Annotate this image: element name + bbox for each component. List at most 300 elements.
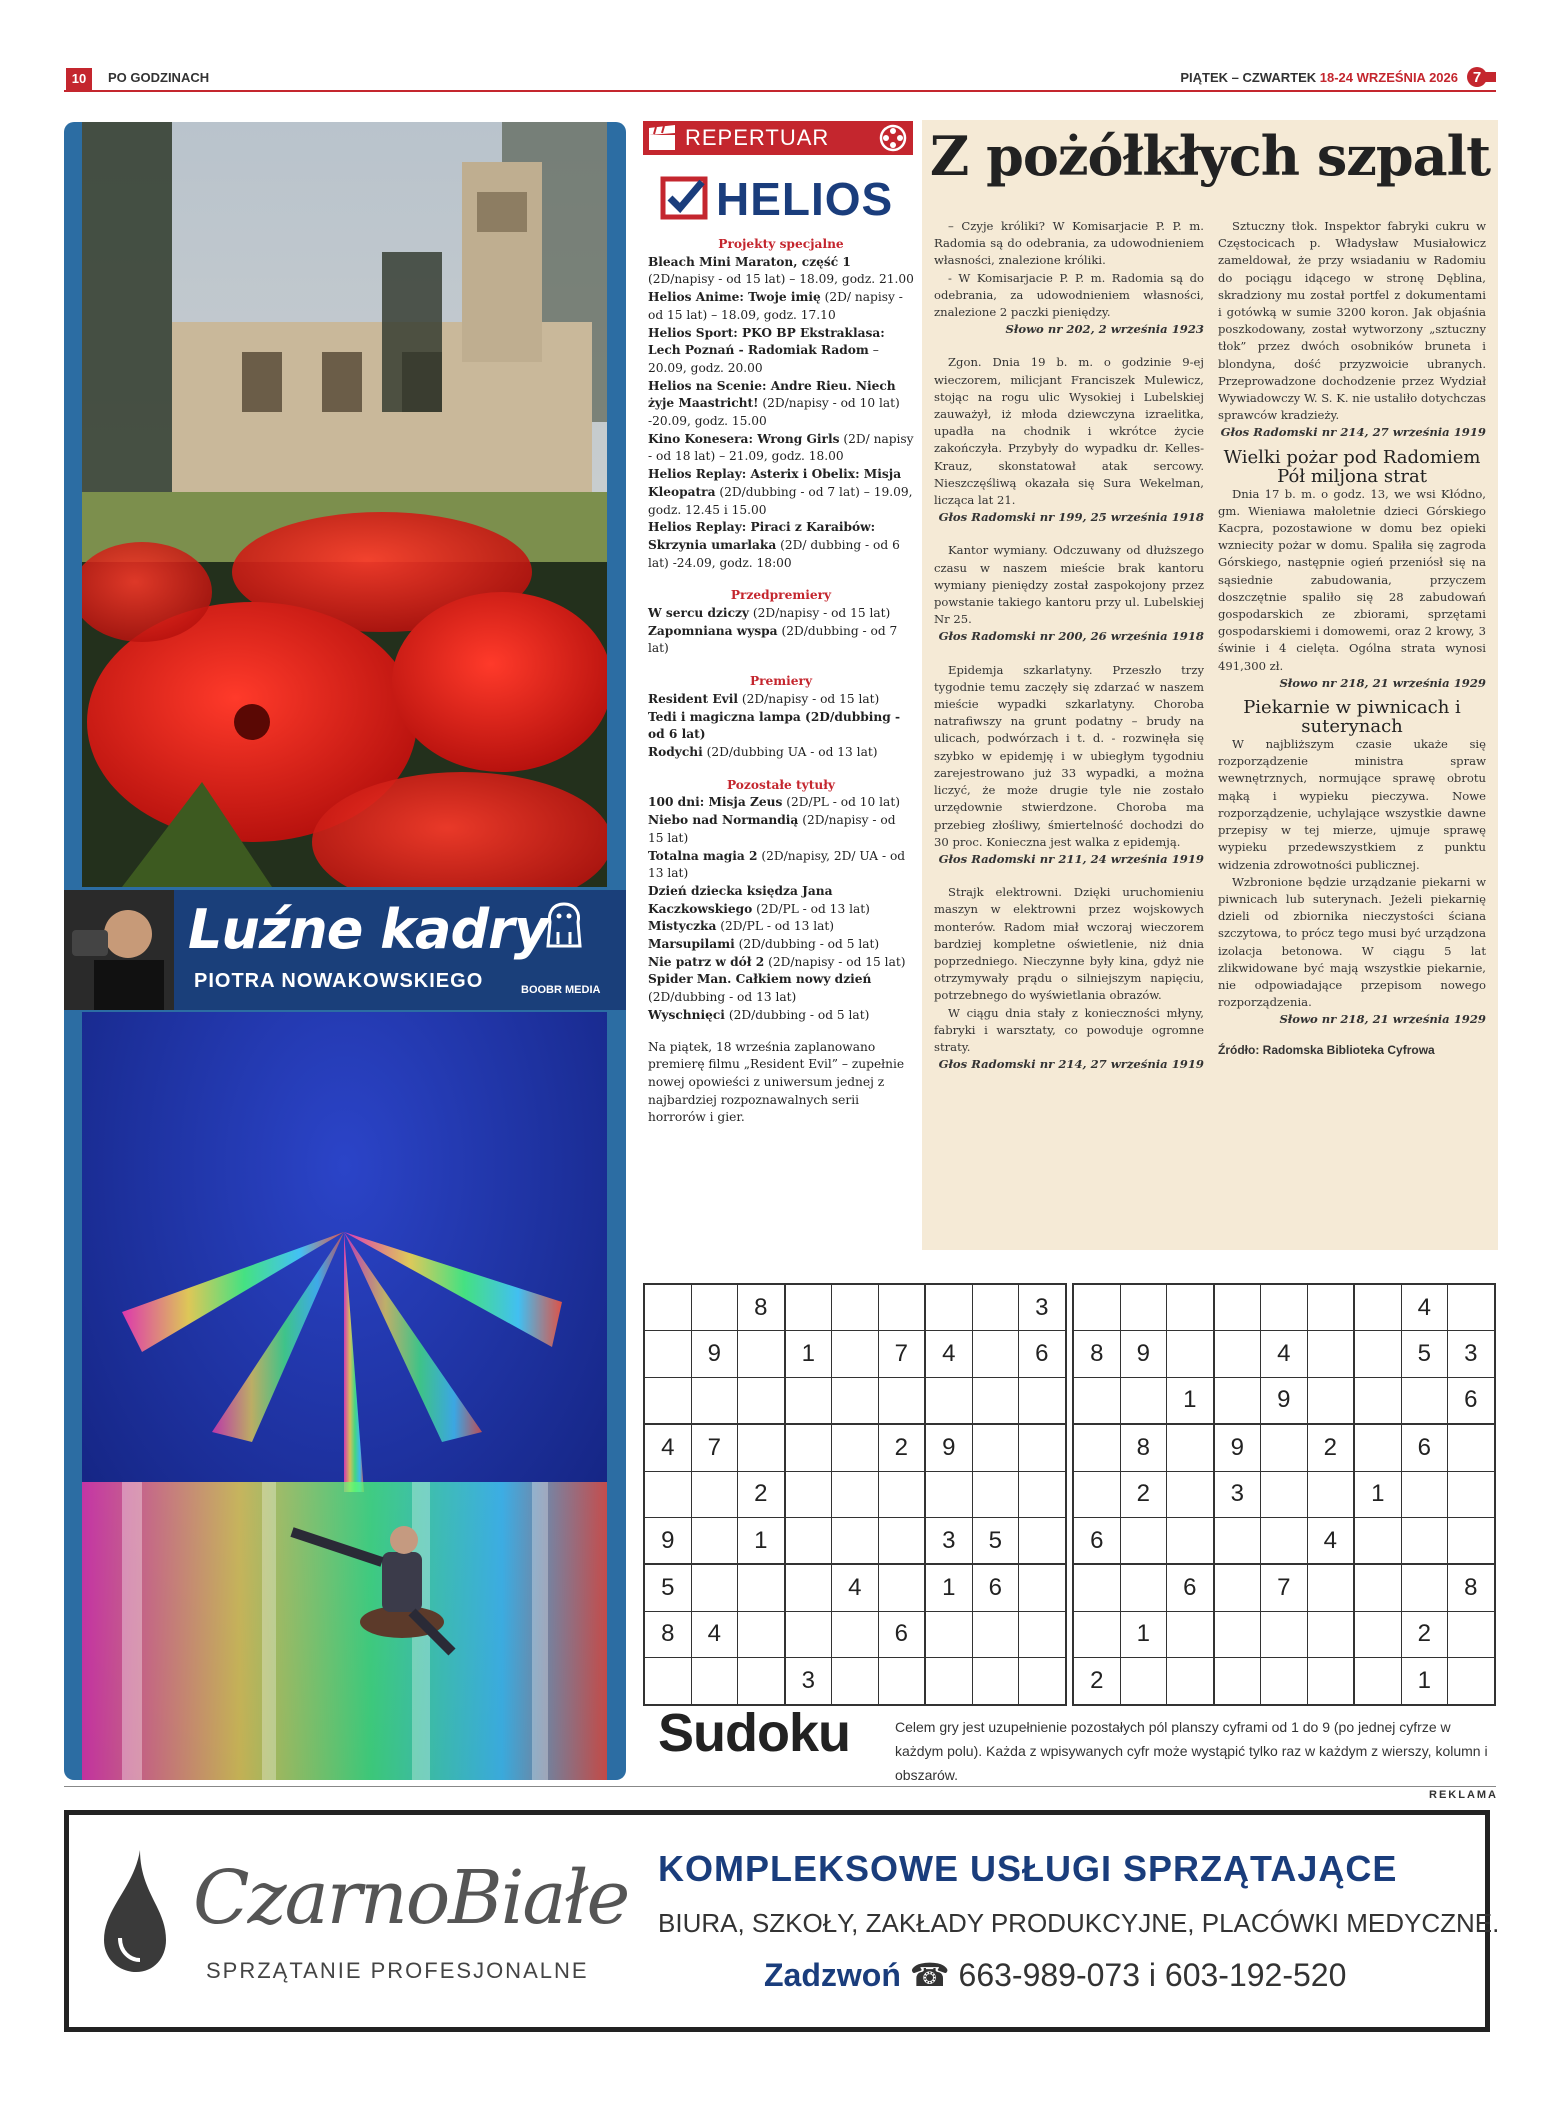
sudoku-cell[interactable] xyxy=(925,1611,972,1657)
sudoku-cell[interactable] xyxy=(1261,1471,1308,1517)
sudoku-cell[interactable]: 9 xyxy=(1120,1331,1167,1377)
sudoku-cell[interactable] xyxy=(785,1564,832,1611)
archive-text: Przeszło trzy tygodnie temu zaczęły się zdarzać w naszem mieście wypadki szkarlatyny. Choroba natrafiwszy na grunt podatny – brudy na ulicach, podwórzach i t. d. - rozwinęła się szybko w epidemję i w ubiegłym tygodniu zarejestrowano już 33 wypadki, a można liczyć, że może drugie tyle nie zostało urzędownie stwierdzone. Choroba ma przebieg złośliwy, śmiertelność dochodzi do 30 proc. Konieczna jest walka z epidemją. xyxy=(934,662,1205,849)
sudoku-cell[interactable] xyxy=(644,1377,691,1424)
banner-subtitle: PIOTRA NOWAKOWSKIEGO xyxy=(194,970,484,992)
repertuar-item xyxy=(648,605,914,623)
archive-text: Odczuwany od dłuższego czasu w naszem mieście brak kantoru wymiany pieniędzy został zaspokojony przez powstanie takiego kantoru przy ul. Lubelskiej Nr 25. xyxy=(934,543,1205,627)
sudoku-cell[interactable] xyxy=(1214,1658,1261,1705)
film-info: (2D/dubbing - od 7 lat) xyxy=(648,623,898,656)
sudoku-cell[interactable]: 6 xyxy=(972,1564,1019,1611)
sudoku-cell[interactable]: 5 xyxy=(972,1517,1019,1564)
sudoku-cell[interactable] xyxy=(644,1658,691,1705)
sudoku-cell[interactable]: 4 xyxy=(1261,1331,1308,1377)
sudoku-cell[interactable] xyxy=(1354,1517,1401,1564)
sudoku-cell[interactable] xyxy=(832,1377,879,1424)
archive-source: Głos Radomski nr 200, 26 września 1918 xyxy=(938,629,1204,644)
film-info: (2D/napisy - od 15 lat) xyxy=(738,691,880,706)
sudoku-cell[interactable] xyxy=(1354,1424,1401,1471)
repertuar-item xyxy=(648,378,914,431)
repertuar-item xyxy=(648,466,914,519)
photo-carousel xyxy=(82,1012,607,1780)
sudoku-cell[interactable] xyxy=(785,1284,832,1331)
sudoku-cell[interactable]: 2 xyxy=(1401,1611,1448,1657)
sudoku-cell[interactable]: 6 xyxy=(1073,1517,1120,1564)
ad-phones: 663-989-073 i 603-192-520 xyxy=(958,1957,1347,1993)
film-info: (2D/dubbing - od 7 lat) – 19.09, godz. 12.45 i 15.00 xyxy=(648,484,913,517)
sudoku-cell[interactable] xyxy=(785,1471,832,1517)
sudoku-cell[interactable]: 2 xyxy=(878,1424,925,1471)
sudoku-cell[interactable] xyxy=(691,1517,738,1564)
sudoku-cell[interactable] xyxy=(1073,1377,1120,1424)
repertuar-item xyxy=(648,918,914,936)
sudoku-row xyxy=(644,1331,1066,1377)
sudoku-cell[interactable] xyxy=(1167,1424,1214,1471)
sudoku-cell[interactable]: 7 xyxy=(1261,1564,1308,1611)
sudoku-cell[interactable] xyxy=(691,1658,738,1705)
sudoku-cell[interactable]: 4 xyxy=(691,1611,738,1657)
sudoku-cell[interactable] xyxy=(1214,1284,1261,1331)
archive-headline: Piekarnie w piwnicach i suterynach xyxy=(1243,697,1461,738)
sudoku-row xyxy=(1073,1564,1495,1611)
sudoku-cell[interactable]: 8 xyxy=(644,1611,691,1657)
archive-headline: Wielki pożar pod Radomiem Pół miljona strat xyxy=(1223,446,1481,487)
sudoku-grid-1 xyxy=(643,1283,1067,1706)
film-info: (2D/napisy - od 15 lat) xyxy=(648,813,896,845)
sudoku-cell[interactable]: 3 xyxy=(1214,1471,1261,1517)
repertuar-item xyxy=(648,794,914,812)
sudoku-row xyxy=(1073,1471,1495,1517)
film-info: (2D/dubbing - od 13 lat) xyxy=(648,990,797,1005)
sudoku-cell[interactable] xyxy=(1167,1611,1214,1657)
sudoku-cell[interactable] xyxy=(1019,1471,1066,1517)
sudoku-cell[interactable] xyxy=(1261,1658,1308,1705)
sudoku-cell[interactable] xyxy=(878,1658,925,1705)
sudoku-cell[interactable] xyxy=(832,1331,879,1377)
sudoku-grid-2 xyxy=(1072,1283,1496,1706)
sudoku-cell[interactable]: 2 xyxy=(1073,1658,1120,1705)
repertuar-label: REPERTUAR xyxy=(685,125,830,150)
spacer xyxy=(934,338,1204,354)
sudoku-cell[interactable] xyxy=(1167,1658,1214,1705)
sudoku-cell[interactable] xyxy=(1354,1331,1401,1377)
repertuar-list xyxy=(648,236,914,1127)
ad-rule xyxy=(64,1786,1496,1787)
archive-lead: Strajk elektrowni. xyxy=(948,885,1062,900)
sudoku-cell[interactable] xyxy=(972,1284,1019,1331)
helios-wordmark: HELIOS xyxy=(716,173,894,225)
sudoku-cell[interactable] xyxy=(738,1658,785,1705)
sudoku-cell[interactable]: 9 xyxy=(925,1424,972,1471)
archive-source: Głos Radomski nr 214, 27 września 1919 xyxy=(938,1057,1204,1072)
sudoku-cell[interactable] xyxy=(1401,1471,1448,1517)
sudoku-cell[interactable] xyxy=(1401,1377,1448,1424)
sudoku-cell[interactable] xyxy=(1019,1564,1066,1611)
luzne-kadry-banner xyxy=(64,890,626,1010)
sudoku-cell[interactable] xyxy=(972,1611,1019,1657)
sudoku-cell[interactable] xyxy=(1214,1517,1261,1564)
film-title: Nie patrz w dół 2 xyxy=(648,954,765,969)
sudoku-cell[interactable]: 6 xyxy=(1167,1564,1214,1611)
ink-drop-logo-icon xyxy=(100,1848,170,1974)
sudoku-cell[interactable]: 1 xyxy=(925,1564,972,1611)
sudoku-cell[interactable] xyxy=(878,1517,925,1564)
sudoku-cell[interactable]: 4 xyxy=(925,1331,972,1377)
sudoku-row xyxy=(1073,1331,1495,1377)
film-info: (2D/dubbing - od 5 lat) xyxy=(734,937,880,952)
archive-text: Dzięki uruchomieniu maszyn w elektrowni przez wojskowych monterów. Radom miał wczoraj wieczorem bardziej kompletne oświetlenie, niż dnia poprzedniego. Nieczynne były kina, gdyż nie otrzymywały prądu o silniejszym napięciu, potrzebnego do wyświetlania obrazów. xyxy=(934,885,1204,1003)
film-title: Marsupilami xyxy=(648,937,735,952)
sudoku-cell[interactable] xyxy=(1214,1564,1261,1611)
clapperboard-icon xyxy=(647,125,677,151)
sudoku-cell[interactable] xyxy=(832,1284,879,1331)
sudoku-cell[interactable] xyxy=(1354,1611,1401,1657)
film-info: (2D/PL - od 10 lat) xyxy=(782,795,900,810)
sudoku-cell[interactable] xyxy=(785,1424,832,1471)
sudoku-row xyxy=(644,1377,1066,1424)
archive-source: Słowo nr 202, 2 września 1923 xyxy=(1005,322,1204,337)
film-title: Bleach Mini Maraton, część 1 xyxy=(648,254,851,269)
film-info: (2D/napisy - od 15 lat) xyxy=(749,606,891,621)
sudoku-cell[interactable]: 2 xyxy=(738,1471,785,1517)
ad-headline: KOMPLEKSOWE USŁUGI SPRZĄTAJĄCE xyxy=(658,1848,1398,1889)
archive-title: Z pożółkłych szpalt xyxy=(929,124,1491,188)
sudoku-cell[interactable] xyxy=(1167,1331,1214,1377)
film-info: (2D/ napisy - od 15 lat) – 18.09, godz. 17.10 xyxy=(648,290,903,322)
sudoku-cell[interactable]: 6 xyxy=(1448,1377,1495,1424)
archive-paragraph xyxy=(934,884,1204,1004)
archive-lead: Kantor wymiany. xyxy=(948,543,1048,558)
banner-brand: BOOBR MEDIA xyxy=(521,984,601,996)
sudoku-cell[interactable]: 4 xyxy=(644,1424,691,1471)
sudoku-cell[interactable]: 5 xyxy=(1401,1331,1448,1377)
repertuar-item xyxy=(648,1007,914,1025)
sudoku-cell[interactable] xyxy=(1448,1658,1495,1705)
sudoku-cell[interactable]: 4 xyxy=(1401,1284,1448,1331)
archive-text: W najbliższym czasie ukaże się rozporządzenie ministra spraw wewnętrznych, normujące sprawę obrotu mąką i wypieku pieczywa. Nowe rozporządzenie, uchylające wszystkie dawne przepisy w tej mierze, ujmuje sprawę wypieku przedewszystkiem z punktu widzenia zdrowotności publicznej. xyxy=(1218,737,1486,872)
sudoku-cell[interactable] xyxy=(1019,1377,1066,1424)
sudoku-cell[interactable] xyxy=(972,1658,1019,1705)
dateline xyxy=(1180,70,1458,85)
sudoku-cell[interactable] xyxy=(1401,1517,1448,1564)
sudoku-cell[interactable] xyxy=(1307,1331,1354,1377)
film-title: Helios na Scenie: Andre Rieu. Niech żyje Maastricht! xyxy=(648,378,896,411)
sudoku-cell[interactable]: 1 xyxy=(785,1331,832,1377)
archive-text: Wzbronione będzie urządzanie piekarni w piwnicach lub suterynach. Jeżeli piekarnię dzieli od zbiornika nieczystości ściana szczytowa, to prócz tego musi być urządzona izolacja betonowa. W ciągu 5 lat zlikwidowane być mają wszystkie piekarnie, nie odpowiadające przepisom nowego rozporządzenia. xyxy=(1218,874,1486,1010)
sudoku-cell[interactable]: 3 xyxy=(1019,1284,1066,1331)
sudoku-cell[interactable] xyxy=(1214,1611,1261,1657)
archive-source-credit: Źródło: Radomska Biblioteka Cyfrowa xyxy=(1218,1042,1435,1057)
sudoku-cell[interactable] xyxy=(1448,1517,1495,1564)
repertuar-header xyxy=(643,121,913,155)
sudoku-cell[interactable] xyxy=(1073,1564,1120,1611)
sudoku-cell[interactable]: 8 xyxy=(1073,1331,1120,1377)
sudoku-title: Sudoku xyxy=(658,1703,850,1763)
sudoku-row xyxy=(644,1564,1066,1611)
repertuar-section-title: Premiery xyxy=(749,674,813,689)
sudoku-cell[interactable]: 4 xyxy=(1307,1517,1354,1564)
sudoku-cell[interactable]: 6 xyxy=(1401,1424,1448,1471)
sudoku-cell[interactable] xyxy=(925,1284,972,1331)
helios-logo xyxy=(660,172,900,225)
sudoku-cell[interactable]: 1 xyxy=(1120,1611,1167,1657)
archive-paragraph xyxy=(934,354,1204,509)
sudoku-cell[interactable] xyxy=(832,1471,879,1517)
repertuar-section-title: Przedpremiery xyxy=(730,588,832,603)
sudoku-cell[interactable] xyxy=(644,1471,691,1517)
sudoku-cell[interactable] xyxy=(1401,1564,1448,1611)
sudoku-cell[interactable] xyxy=(832,1517,879,1564)
repertuar-item xyxy=(648,971,914,1006)
sudoku-cell[interactable] xyxy=(878,1284,925,1331)
sudoku-row xyxy=(1073,1284,1495,1331)
sudoku-cell[interactable]: 1 xyxy=(1354,1471,1401,1517)
sudoku-cell[interactable] xyxy=(1261,1517,1308,1564)
film-info: (2D/napisy - od 10 lat) -20.09, godz. 15.00 xyxy=(648,396,900,429)
sudoku-cell[interactable] xyxy=(1073,1611,1120,1657)
sudoku-cell[interactable] xyxy=(1261,1424,1308,1471)
sudoku-cell[interactable] xyxy=(972,1331,1019,1377)
archive-paragraph xyxy=(1218,736,1486,874)
sudoku-cell[interactable] xyxy=(972,1471,1019,1517)
sudoku-cell[interactable]: 2 xyxy=(1120,1471,1167,1517)
sudoku-cell[interactable]: 4 xyxy=(832,1564,879,1611)
sudoku-cell[interactable]: 3 xyxy=(925,1517,972,1564)
sudoku-cell[interactable] xyxy=(738,1564,785,1611)
film-info: (2D/PL - od 13 lat) xyxy=(752,901,870,916)
sudoku-cell[interactable] xyxy=(1354,1564,1401,1611)
sudoku-cell[interactable] xyxy=(691,1284,738,1331)
repertuar-item xyxy=(648,883,914,918)
sudoku-cell[interactable]: 9 xyxy=(644,1517,691,1564)
sudoku-cell[interactable]: 3 xyxy=(785,1658,832,1705)
sudoku-cell[interactable]: 1 xyxy=(1401,1658,1448,1705)
film-title: Tedi i magiczna lampa (2D/dubbing - od 6 lat) xyxy=(648,709,901,742)
sudoku-cell[interactable] xyxy=(832,1611,879,1657)
sudoku-cell[interactable] xyxy=(691,1471,738,1517)
film-title: Helios Replay: Piraci z Karaibów: Skrzynia umarlaka xyxy=(648,520,876,552)
date-range: 18-24 WRZEŚNIA 2026 xyxy=(1319,70,1458,85)
spacer xyxy=(934,526,1204,542)
sudoku-row xyxy=(644,1424,1066,1471)
sudoku-cell[interactable]: 8 xyxy=(1120,1424,1167,1471)
repertuar-item xyxy=(648,691,914,709)
film-title: Wyschnięci xyxy=(648,1007,725,1022)
banner-title: Luźne kadry xyxy=(188,898,548,961)
repertuar-item xyxy=(648,954,914,972)
photo-flowers xyxy=(82,122,607,887)
sudoku-cell[interactable] xyxy=(832,1658,879,1705)
sudoku-cell[interactable] xyxy=(1354,1284,1401,1331)
sudoku-cell[interactable]: 1 xyxy=(738,1517,785,1564)
repertuar-section-title: Pozostałe tytuły xyxy=(726,777,836,792)
sudoku-cell[interactable] xyxy=(925,1471,972,1517)
sudoku-cell[interactable] xyxy=(1448,1424,1495,1471)
sudoku-cell[interactable] xyxy=(1261,1611,1308,1657)
repertuar-item xyxy=(648,325,914,378)
sudoku-cell[interactable] xyxy=(738,1331,785,1377)
ad-contact xyxy=(764,1956,1346,1994)
repertuar-item xyxy=(648,744,914,762)
sudoku-cell[interactable] xyxy=(1354,1377,1401,1424)
repertuar-item xyxy=(648,812,914,847)
sudoku-cell[interactable] xyxy=(925,1377,972,1424)
sudoku-cell[interactable] xyxy=(1120,1377,1167,1424)
sudoku-cell[interactable] xyxy=(1120,1517,1167,1564)
sudoku-cell[interactable] xyxy=(1120,1284,1167,1331)
sudoku-cell[interactable] xyxy=(738,1424,785,1471)
sudoku-cell[interactable] xyxy=(972,1424,1019,1471)
sudoku-cell[interactable] xyxy=(1307,1611,1354,1657)
film-title: Kino Konesera: Wrong Girls xyxy=(648,431,840,446)
sudoku-cell[interactable] xyxy=(1214,1331,1261,1377)
sudoku-cell[interactable] xyxy=(1019,1424,1066,1471)
archive-text: – Czyje króliki? W Komisarjacie P. P. m. Radomia są do odebrania, za udowodnieniem własności, znalezione króliki. xyxy=(934,219,1204,268)
phone-icon: ☎ xyxy=(909,1957,950,1993)
sudoku-cell[interactable] xyxy=(1019,1658,1066,1705)
archive-paragraph xyxy=(934,1005,1204,1057)
sudoku-cell[interactable] xyxy=(1448,1471,1495,1517)
sudoku-cell[interactable] xyxy=(1448,1611,1495,1657)
archive-text: Dnia 17 b. m. o godz. 13, we wsi Kłódno, gm. Wieniawa małoletnie dzieci Górskiego Kacpra, pozostawione w domu bez opieki wzniecity pożar w domu. Spaliła się zagroda Górskiego, następnie ogień przeniósł się na sąsiednie zabudowania, przyczem doszczętnie spaliło się 28 zabudowań gospodarskich ze zbiorami, sprzętami gospodarskiemi i domowemi, oraz 2 krowy, 3 świnie i 4 cielęta. Ogólna strata wynosi 491,300 zł. xyxy=(1218,486,1486,673)
film-title: Dzień dziecka księdza Jana Kaczkowskiego xyxy=(648,883,833,916)
archive-paragraph xyxy=(1218,218,1486,424)
archive-text: Inspektor fabryki cukru w Częstocicach p. Władysław Musiałowicz zameldował, że przy wsiadaniu w Radomiu do pociągu idącego w stronę Dęblina, skradziony mu został portfel z dokumentami i gotówką w sumie 3200 koron. Jak objaśnia poszkodowany, został wytworzony „sztuczny tłok” przez dwóch osobników bruneta i blondyna, dość przyzwoicie ubranych. Przeprowadzone dochodzenie przez Wydział Wywiadowczy W. S. K. nie ustaliło dotychczas sprawców kradzieży. xyxy=(1218,219,1486,423)
sudoku-row xyxy=(1073,1611,1495,1657)
film-title: W sercu dziczy xyxy=(648,606,749,621)
spacer xyxy=(934,646,1204,662)
film-title: Niebo nad Normandią xyxy=(648,813,799,828)
film-title: Zapomniana wyspa xyxy=(648,623,778,638)
sudoku-cell[interactable]: 1 xyxy=(1167,1377,1214,1424)
sudoku-row xyxy=(1073,1377,1495,1424)
sudoku-cell[interactable]: 6 xyxy=(878,1611,925,1657)
sudoku-row xyxy=(644,1658,1066,1705)
sudoku-cell[interactable] xyxy=(925,1658,972,1705)
sudoku-row xyxy=(644,1517,1066,1564)
archive-source: Głos Radomski nr 214, 27 września 1919 xyxy=(1220,425,1486,440)
archive-paragraph xyxy=(1218,486,1486,675)
sudoku-description: Celem gry jest uzupełnienie pozostałych pól planszy cyframi od 1 do 9 (po jednej cyfrze w każdym polu). Każda z wpisywanych cyfr może wystąpić tylko raz w każdym z wierszy, kolumn i obszarów. xyxy=(895,1719,1488,1783)
archive-column-1 xyxy=(934,218,1204,1073)
sudoku-cell[interactable] xyxy=(738,1377,785,1424)
sudoku-row xyxy=(1073,1424,1495,1471)
sudoku-cell[interactable] xyxy=(1261,1284,1308,1331)
sudoku-cell[interactable] xyxy=(785,1377,832,1424)
sudoku-cell[interactable] xyxy=(878,1471,925,1517)
sudoku-row xyxy=(1073,1658,1495,1705)
sudoku-cell[interactable]: 7 xyxy=(691,1424,738,1471)
archive-lead: Zgon. xyxy=(948,355,982,370)
sudoku-cell[interactable]: 8 xyxy=(738,1284,785,1331)
sudoku-cell[interactable] xyxy=(1448,1284,1495,1331)
film-info: (2D/dubbing - od 5 lat) xyxy=(724,1007,870,1022)
sudoku-cell[interactable] xyxy=(644,1284,691,1331)
sudoku-cell[interactable] xyxy=(1307,1564,1354,1611)
sudoku-cell[interactable] xyxy=(1073,1284,1120,1331)
ad-services: BIURA, SZKOŁY, ZAKŁADY PRODUKCYJNE, PLACÓWKI MEDYCZNE. xyxy=(658,1908,1500,1938)
archive-source: Słowo nr 218, 21 września 1929 xyxy=(1279,1012,1486,1027)
film-title: Helios Anime: Twoje imię xyxy=(648,290,821,305)
film-reel-icon xyxy=(879,124,907,152)
sudoku-cell[interactable] xyxy=(1073,1471,1120,1517)
page-number: 10 xyxy=(66,68,92,90)
film-info: (2D/napisy, 2D/ UA - od 13 lat) xyxy=(648,848,906,881)
header-rule xyxy=(64,90,1496,92)
sudoku-cell[interactable] xyxy=(1307,1284,1354,1331)
sudoku-cell[interactable] xyxy=(1307,1377,1354,1424)
archive-text: Dnia 19 b. m. o godzinie 9-ej wieczorem, milicjant Franciszek Mulewicz, stojąc na rogu ulic Wysokiej i Lubelskiej zauważył, iż młoda dziewczyna izraelitka, upadła na chodnik i wkrótce życie zakończyła. Przybyły do wypadku dr. Kelles-Krauz, skonstatował atak sercowy. Nieszczęśliwą okazała się Sura Wekelman, licząca lat 21. xyxy=(934,355,1204,508)
sudoku-cell[interactable] xyxy=(972,1377,1019,1424)
repertuar-item xyxy=(648,623,914,658)
sudoku-cell[interactable] xyxy=(832,1424,879,1471)
sudoku-cell[interactable] xyxy=(1073,1424,1120,1471)
helios-check-icon xyxy=(660,176,708,220)
sudoku-cell[interactable] xyxy=(644,1331,691,1377)
sudoku-cell[interactable] xyxy=(1354,1658,1401,1705)
archive-paragraph xyxy=(1218,874,1486,1012)
bobr-media-logo-icon xyxy=(544,902,584,948)
sudoku-cell[interactable] xyxy=(1120,1658,1167,1705)
sudoku-cell[interactable] xyxy=(738,1611,785,1657)
sudoku-row xyxy=(644,1284,1066,1331)
sudoku-cell[interactable] xyxy=(878,1564,925,1611)
sudoku-cell[interactable] xyxy=(1167,1284,1214,1331)
sudoku-cell[interactable]: 6 xyxy=(1019,1331,1066,1377)
sudoku-cell[interactable]: 7 xyxy=(878,1331,925,1377)
archive-paragraph xyxy=(934,218,1204,270)
repertuar-section-title: Projekty specjalne xyxy=(718,237,844,251)
sudoku-cell[interactable] xyxy=(1307,1471,1354,1517)
film-title: Helios Replay: Asterix i Obelix: Misja Kleopatra xyxy=(648,467,902,499)
sudoku-cell[interactable]: 9 xyxy=(691,1331,738,1377)
film-title: 100 dni: Misja Zeus xyxy=(648,795,783,810)
sudoku-cell[interactable] xyxy=(1167,1517,1214,1564)
sudoku-cell[interactable] xyxy=(691,1564,738,1611)
archive-source: Słowo nr 218, 21 września 1929 xyxy=(1279,675,1486,690)
sudoku-cell[interactable] xyxy=(1167,1471,1214,1517)
repertuar-item xyxy=(648,289,914,324)
sudoku-cell[interactable] xyxy=(1307,1658,1354,1705)
sudoku-cell[interactable] xyxy=(785,1517,832,1564)
film-info: (2D/ dubbing - od 6 lat) -24.09, godz. 18:00 xyxy=(648,537,900,570)
sudoku-cell[interactable]: 2 xyxy=(1307,1424,1354,1471)
film-info: (2D/ napisy - od 18 lat) – 21.09, godz. 18.00 xyxy=(648,431,914,464)
sudoku-cell[interactable]: 3 xyxy=(1448,1331,1495,1377)
repertuar-item xyxy=(648,848,914,883)
sudoku-cell[interactable]: 9 xyxy=(1261,1377,1308,1424)
sudoku-cell[interactable] xyxy=(1120,1564,1167,1611)
film-info: (2D/dubbing UA - od 13 lat) xyxy=(702,744,878,759)
sudoku-cell[interactable] xyxy=(785,1611,832,1657)
sudoku-cell[interactable] xyxy=(1019,1517,1066,1564)
sudoku-cell[interactable] xyxy=(691,1377,738,1424)
film-title: Spider Man. Całkiem nowy dzień xyxy=(648,972,872,987)
sudoku-cell[interactable] xyxy=(1214,1377,1261,1424)
sudoku-row xyxy=(644,1611,1066,1657)
section-title: PO GODZINACH xyxy=(108,70,210,85)
sudoku-cell[interactable]: 5 xyxy=(644,1564,691,1611)
ad-call-label: Zadzwoń xyxy=(764,1957,901,1993)
archive-paragraph xyxy=(934,270,1204,322)
repertuar-item xyxy=(648,254,914,289)
repertuar-item xyxy=(648,431,914,466)
archive-source: Głos Radomski nr 199, 25 września 1918 xyxy=(938,510,1204,525)
sudoku-cell[interactable] xyxy=(1019,1611,1066,1657)
sudoku-cell[interactable]: 8 xyxy=(1448,1564,1495,1611)
sudoku-cell[interactable]: 9 xyxy=(1214,1424,1261,1471)
sudoku-cell[interactable] xyxy=(878,1377,925,1424)
